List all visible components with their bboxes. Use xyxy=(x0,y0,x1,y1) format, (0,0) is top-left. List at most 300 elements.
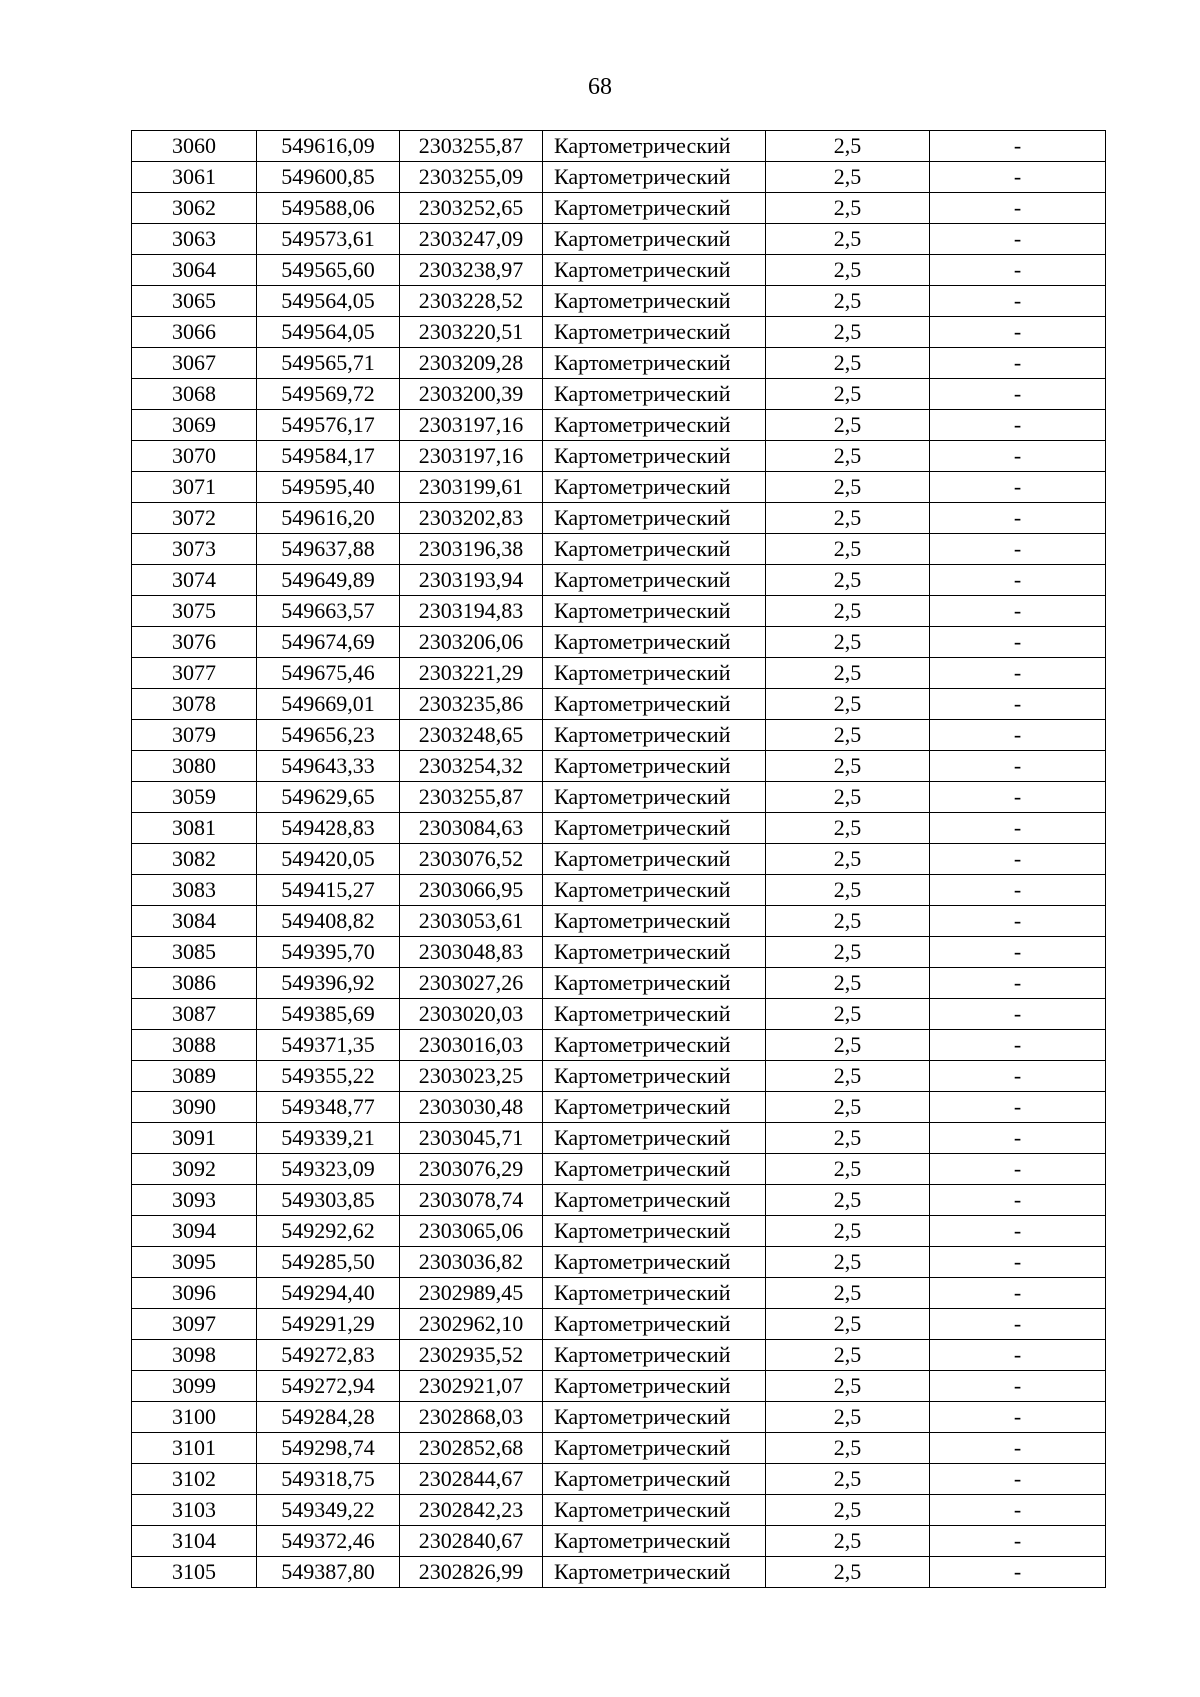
table-row xyxy=(132,1340,1106,1371)
y-coordinate-cell: 2303193,94 xyxy=(400,565,543,596)
y-coordinate-cell: 2302852,68 xyxy=(400,1433,543,1464)
note-cell: - xyxy=(930,813,1106,844)
point-number-cell: 3100 xyxy=(132,1402,257,1433)
note-cell: - xyxy=(930,193,1106,224)
method-cell: Картометрический xyxy=(543,1433,766,1464)
x-coordinate-cell: 549576,17 xyxy=(257,410,400,441)
y-coordinate-cell: 2303255,87 xyxy=(400,782,543,813)
y-coordinate-cell: 2303048,83 xyxy=(400,937,543,968)
x-coordinate-cell: 549616,09 xyxy=(257,131,400,162)
point-number-cell: 3081 xyxy=(132,813,257,844)
accuracy-cell: 2,5 xyxy=(766,1402,930,1433)
note-cell: - xyxy=(930,534,1106,565)
method-cell: Картометрический xyxy=(543,782,766,813)
table-row xyxy=(132,565,1106,596)
method-cell: Картометрический xyxy=(543,1309,766,1340)
accuracy-cell: 2,5 xyxy=(766,1433,930,1464)
table-row xyxy=(132,1557,1106,1588)
accuracy-cell: 2,5 xyxy=(766,348,930,379)
point-number-cell: 3091 xyxy=(132,1123,257,1154)
y-coordinate-cell: 2303197,16 xyxy=(400,441,543,472)
y-coordinate-cell: 2303247,09 xyxy=(400,224,543,255)
method-cell: Картометрический xyxy=(543,906,766,937)
point-number-cell: 3077 xyxy=(132,658,257,689)
point-number-cell: 3072 xyxy=(132,503,257,534)
x-coordinate-cell: 549395,70 xyxy=(257,937,400,968)
method-cell: Картометрический xyxy=(543,813,766,844)
method-cell: Картометрический xyxy=(543,193,766,224)
note-cell: - xyxy=(930,751,1106,782)
method-cell: Картометрический xyxy=(543,658,766,689)
method-cell: Картометрический xyxy=(543,1371,766,1402)
table-row xyxy=(132,224,1106,255)
method-cell: Картометрический xyxy=(543,844,766,875)
point-number-cell: 3105 xyxy=(132,1557,257,1588)
accuracy-cell: 2,5 xyxy=(766,906,930,937)
point-number-cell: 3083 xyxy=(132,875,257,906)
note-cell: - xyxy=(930,503,1106,534)
accuracy-cell: 2,5 xyxy=(766,1185,930,1216)
method-cell: Картометрический xyxy=(543,534,766,565)
table-row xyxy=(132,1123,1106,1154)
accuracy-cell: 2,5 xyxy=(766,1526,930,1557)
point-number-cell: 3088 xyxy=(132,1030,257,1061)
x-coordinate-cell: 549573,61 xyxy=(257,224,400,255)
x-coordinate-cell: 549663,57 xyxy=(257,596,400,627)
table-row xyxy=(132,1061,1106,1092)
x-coordinate-cell: 549565,71 xyxy=(257,348,400,379)
table-row xyxy=(132,875,1106,906)
method-cell: Картометрический xyxy=(543,1278,766,1309)
point-number-cell: 3076 xyxy=(132,627,257,658)
point-number-cell: 3085 xyxy=(132,937,257,968)
note-cell: - xyxy=(930,1154,1106,1185)
note-cell: - xyxy=(930,1247,1106,1278)
table-row xyxy=(132,1402,1106,1433)
accuracy-cell: 2,5 xyxy=(766,782,930,813)
point-number-cell: 3096 xyxy=(132,1278,257,1309)
table-row xyxy=(132,1371,1106,1402)
y-coordinate-cell: 2303196,38 xyxy=(400,534,543,565)
note-cell: - xyxy=(930,1216,1106,1247)
x-coordinate-cell: 549616,20 xyxy=(257,503,400,534)
y-coordinate-cell: 2303221,29 xyxy=(400,658,543,689)
y-coordinate-cell: 2303200,39 xyxy=(400,379,543,410)
accuracy-cell: 2,5 xyxy=(766,1247,930,1278)
x-coordinate-cell: 549649,89 xyxy=(257,565,400,596)
accuracy-cell: 2,5 xyxy=(766,689,930,720)
accuracy-cell: 2,5 xyxy=(766,844,930,875)
table-row xyxy=(132,968,1106,999)
y-coordinate-cell: 2303254,32 xyxy=(400,751,543,782)
y-coordinate-cell: 2302989,45 xyxy=(400,1278,543,1309)
note-cell: - xyxy=(930,224,1106,255)
y-coordinate-cell: 2303220,51 xyxy=(400,317,543,348)
table-row xyxy=(132,503,1106,534)
y-coordinate-cell: 2302840,67 xyxy=(400,1526,543,1557)
note-cell: - xyxy=(930,906,1106,937)
x-coordinate-cell: 549600,85 xyxy=(257,162,400,193)
table-row xyxy=(132,193,1106,224)
accuracy-cell: 2,5 xyxy=(766,999,930,1030)
point-number-cell: 3082 xyxy=(132,844,257,875)
accuracy-cell: 2,5 xyxy=(766,379,930,410)
note-cell: - xyxy=(930,565,1106,596)
table-row xyxy=(132,1092,1106,1123)
y-coordinate-cell: 2303027,26 xyxy=(400,968,543,999)
point-number-cell: 3101 xyxy=(132,1433,257,1464)
x-coordinate-cell: 549669,01 xyxy=(257,689,400,720)
note-cell: - xyxy=(930,937,1106,968)
note-cell: - xyxy=(930,1526,1106,1557)
x-coordinate-cell: 549339,21 xyxy=(257,1123,400,1154)
table-row xyxy=(132,1154,1106,1185)
y-coordinate-cell: 2303228,52 xyxy=(400,286,543,317)
y-coordinate-cell: 2303194,83 xyxy=(400,596,543,627)
note-cell: - xyxy=(930,472,1106,503)
x-coordinate-cell: 549285,50 xyxy=(257,1247,400,1278)
point-number-cell: 3099 xyxy=(132,1371,257,1402)
accuracy-cell: 2,5 xyxy=(766,255,930,286)
y-coordinate-cell: 2303197,16 xyxy=(400,410,543,441)
point-number-cell: 3090 xyxy=(132,1092,257,1123)
point-number-cell: 3062 xyxy=(132,193,257,224)
point-number-cell: 3080 xyxy=(132,751,257,782)
table-row xyxy=(132,782,1106,813)
note-cell: - xyxy=(930,1092,1106,1123)
point-number-cell: 3087 xyxy=(132,999,257,1030)
x-coordinate-cell: 549371,35 xyxy=(257,1030,400,1061)
accuracy-cell: 2,5 xyxy=(766,751,930,782)
method-cell: Картометрический xyxy=(543,1495,766,1526)
x-coordinate-cell: 549323,09 xyxy=(257,1154,400,1185)
method-cell: Картометрический xyxy=(543,1557,766,1588)
y-coordinate-cell: 2303252,65 xyxy=(400,193,543,224)
point-number-cell: 3102 xyxy=(132,1464,257,1495)
y-coordinate-cell: 2302842,23 xyxy=(400,1495,543,1526)
method-cell: Картометрический xyxy=(543,1402,766,1433)
accuracy-cell: 2,5 xyxy=(766,410,930,441)
table-row xyxy=(132,410,1106,441)
accuracy-cell: 2,5 xyxy=(766,1092,930,1123)
note-cell: - xyxy=(930,875,1106,906)
note-cell: - xyxy=(930,658,1106,689)
note-cell: - xyxy=(930,1185,1106,1216)
note-cell: - xyxy=(930,627,1106,658)
y-coordinate-cell: 2303078,74 xyxy=(400,1185,543,1216)
table-row xyxy=(132,1526,1106,1557)
coordinates-table-body xyxy=(132,131,1106,1588)
table-row xyxy=(132,1433,1106,1464)
accuracy-cell: 2,5 xyxy=(766,1061,930,1092)
table-row xyxy=(132,1030,1106,1061)
accuracy-cell: 2,5 xyxy=(766,1030,930,1061)
y-coordinate-cell: 2302868,03 xyxy=(400,1402,543,1433)
table-row xyxy=(132,1309,1106,1340)
accuracy-cell: 2,5 xyxy=(766,286,930,317)
x-coordinate-cell: 549595,40 xyxy=(257,472,400,503)
note-cell: - xyxy=(930,255,1106,286)
method-cell: Картометрический xyxy=(543,410,766,441)
x-coordinate-cell: 549349,22 xyxy=(257,1495,400,1526)
method-cell: Картометрический xyxy=(543,379,766,410)
table-row xyxy=(132,255,1106,286)
method-cell: Картометрический xyxy=(543,1154,766,1185)
point-number-cell: 3103 xyxy=(132,1495,257,1526)
accuracy-cell: 2,5 xyxy=(766,968,930,999)
table-row xyxy=(132,131,1106,162)
note-cell: - xyxy=(930,1278,1106,1309)
point-number-cell: 3095 xyxy=(132,1247,257,1278)
note-cell: - xyxy=(930,999,1106,1030)
note-cell: - xyxy=(930,1402,1106,1433)
y-coordinate-cell: 2302962,10 xyxy=(400,1309,543,1340)
note-cell: - xyxy=(930,1061,1106,1092)
accuracy-cell: 2,5 xyxy=(766,1495,930,1526)
method-cell: Картометрический xyxy=(543,286,766,317)
y-coordinate-cell: 2303036,82 xyxy=(400,1247,543,1278)
table-row xyxy=(132,937,1106,968)
x-coordinate-cell: 549564,05 xyxy=(257,286,400,317)
accuracy-cell: 2,5 xyxy=(766,193,930,224)
point-number-cell: 3066 xyxy=(132,317,257,348)
y-coordinate-cell: 2303066,95 xyxy=(400,875,543,906)
x-coordinate-cell: 549674,69 xyxy=(257,627,400,658)
y-coordinate-cell: 2303076,29 xyxy=(400,1154,543,1185)
accuracy-cell: 2,5 xyxy=(766,1123,930,1154)
x-coordinate-cell: 549272,94 xyxy=(257,1371,400,1402)
note-cell: - xyxy=(930,844,1106,875)
method-cell: Картометрический xyxy=(543,1464,766,1495)
note-cell: - xyxy=(930,1495,1106,1526)
point-number-cell: 3079 xyxy=(132,720,257,751)
method-cell: Картометрический xyxy=(543,1247,766,1278)
x-coordinate-cell: 549372,46 xyxy=(257,1526,400,1557)
x-coordinate-cell: 549272,83 xyxy=(257,1340,400,1371)
method-cell: Картометрический xyxy=(543,317,766,348)
page-number: 68 xyxy=(588,74,612,100)
note-cell: - xyxy=(930,1371,1106,1402)
note-cell: - xyxy=(930,1340,1106,1371)
y-coordinate-cell: 2303053,61 xyxy=(400,906,543,937)
table-row xyxy=(132,813,1106,844)
method-cell: Картометрический xyxy=(543,999,766,1030)
x-coordinate-cell: 549415,27 xyxy=(257,875,400,906)
table-row xyxy=(132,286,1106,317)
x-coordinate-cell: 549291,29 xyxy=(257,1309,400,1340)
y-coordinate-cell: 2303030,48 xyxy=(400,1092,543,1123)
table-row xyxy=(132,472,1106,503)
method-cell: Картометрический xyxy=(543,1123,766,1154)
method-cell: Картометрический xyxy=(543,224,766,255)
x-coordinate-cell: 549584,17 xyxy=(257,441,400,472)
table-row xyxy=(132,534,1106,565)
table-row xyxy=(132,596,1106,627)
x-coordinate-cell: 549420,05 xyxy=(257,844,400,875)
point-number-cell: 3063 xyxy=(132,224,257,255)
point-number-cell: 3075 xyxy=(132,596,257,627)
accuracy-cell: 2,5 xyxy=(766,937,930,968)
note-cell: - xyxy=(930,968,1106,999)
method-cell: Картометрический xyxy=(543,348,766,379)
note-cell: - xyxy=(930,596,1106,627)
x-coordinate-cell: 549294,40 xyxy=(257,1278,400,1309)
method-cell: Картометрический xyxy=(543,1526,766,1557)
x-coordinate-cell: 549284,28 xyxy=(257,1402,400,1433)
coordinates-table xyxy=(131,130,1106,1588)
y-coordinate-cell: 2303023,25 xyxy=(400,1061,543,1092)
accuracy-cell: 2,5 xyxy=(766,596,930,627)
point-number-cell: 3068 xyxy=(132,379,257,410)
point-number-cell: 3059 xyxy=(132,782,257,813)
y-coordinate-cell: 2303206,06 xyxy=(400,627,543,658)
accuracy-cell: 2,5 xyxy=(766,1154,930,1185)
method-cell: Картометрический xyxy=(543,968,766,999)
accuracy-cell: 2,5 xyxy=(766,534,930,565)
point-number-cell: 3069 xyxy=(132,410,257,441)
table-row xyxy=(132,317,1106,348)
point-number-cell: 3097 xyxy=(132,1309,257,1340)
y-coordinate-cell: 2303020,03 xyxy=(400,999,543,1030)
method-cell: Картометрический xyxy=(543,720,766,751)
accuracy-cell: 2,5 xyxy=(766,317,930,348)
method-cell: Картометрический xyxy=(543,937,766,968)
table-row xyxy=(132,844,1106,875)
point-number-cell: 3067 xyxy=(132,348,257,379)
accuracy-cell: 2,5 xyxy=(766,472,930,503)
table-row xyxy=(132,999,1106,1030)
x-coordinate-cell: 549569,72 xyxy=(257,379,400,410)
point-number-cell: 3060 xyxy=(132,131,257,162)
method-cell: Картометрический xyxy=(543,1092,766,1123)
table-row xyxy=(132,379,1106,410)
note-cell: - xyxy=(930,1309,1106,1340)
point-number-cell: 3092 xyxy=(132,1154,257,1185)
y-coordinate-cell: 2303202,83 xyxy=(400,503,543,534)
x-coordinate-cell: 549303,85 xyxy=(257,1185,400,1216)
note-cell: - xyxy=(930,689,1106,720)
note-cell: - xyxy=(930,720,1106,751)
accuracy-cell: 2,5 xyxy=(766,224,930,255)
x-coordinate-cell: 549318,75 xyxy=(257,1464,400,1495)
method-cell: Картометрический xyxy=(543,565,766,596)
y-coordinate-cell: 2302935,52 xyxy=(400,1340,543,1371)
point-number-cell: 3070 xyxy=(132,441,257,472)
point-number-cell: 3078 xyxy=(132,689,257,720)
note-cell: - xyxy=(930,131,1106,162)
x-coordinate-cell: 549588,06 xyxy=(257,193,400,224)
accuracy-cell: 2,5 xyxy=(766,565,930,596)
x-coordinate-cell: 549643,33 xyxy=(257,751,400,782)
note-cell: - xyxy=(930,782,1106,813)
x-coordinate-cell: 549348,77 xyxy=(257,1092,400,1123)
accuracy-cell: 2,5 xyxy=(766,1278,930,1309)
y-coordinate-cell: 2303209,28 xyxy=(400,348,543,379)
point-number-cell: 3084 xyxy=(132,906,257,937)
note-cell: - xyxy=(930,1557,1106,1588)
x-coordinate-cell: 549292,62 xyxy=(257,1216,400,1247)
method-cell: Картометрический xyxy=(543,875,766,906)
table-row xyxy=(132,751,1106,782)
x-coordinate-cell: 549396,92 xyxy=(257,968,400,999)
accuracy-cell: 2,5 xyxy=(766,627,930,658)
x-coordinate-cell: 549387,80 xyxy=(257,1557,400,1588)
y-coordinate-cell: 2302921,07 xyxy=(400,1371,543,1402)
accuracy-cell: 2,5 xyxy=(766,162,930,193)
method-cell: Картометрический xyxy=(543,689,766,720)
method-cell: Картометрический xyxy=(543,627,766,658)
y-coordinate-cell: 2302844,67 xyxy=(400,1464,543,1495)
x-coordinate-cell: 549428,83 xyxy=(257,813,400,844)
table-row xyxy=(132,906,1106,937)
table-row xyxy=(132,348,1106,379)
y-coordinate-cell: 2303084,63 xyxy=(400,813,543,844)
x-coordinate-cell: 549629,65 xyxy=(257,782,400,813)
note-cell: - xyxy=(930,1464,1106,1495)
y-coordinate-cell: 2303238,97 xyxy=(400,255,543,286)
y-coordinate-cell: 2302826,99 xyxy=(400,1557,543,1588)
y-coordinate-cell: 2303076,52 xyxy=(400,844,543,875)
note-cell: - xyxy=(930,162,1106,193)
x-coordinate-cell: 549565,60 xyxy=(257,255,400,286)
method-cell: Картометрический xyxy=(543,441,766,472)
method-cell: Картометрический xyxy=(543,131,766,162)
x-coordinate-cell: 549637,88 xyxy=(257,534,400,565)
method-cell: Картометрический xyxy=(543,503,766,534)
accuracy-cell: 2,5 xyxy=(766,131,930,162)
y-coordinate-cell: 2303235,86 xyxy=(400,689,543,720)
table-row xyxy=(132,658,1106,689)
accuracy-cell: 2,5 xyxy=(766,720,930,751)
accuracy-cell: 2,5 xyxy=(766,503,930,534)
table-row xyxy=(132,162,1106,193)
note-cell: - xyxy=(930,441,1106,472)
point-number-cell: 3065 xyxy=(132,286,257,317)
point-number-cell: 3086 xyxy=(132,968,257,999)
x-coordinate-cell: 549656,23 xyxy=(257,720,400,751)
method-cell: Картометрический xyxy=(543,1216,766,1247)
note-cell: - xyxy=(930,1123,1106,1154)
method-cell: Картометрический xyxy=(543,1185,766,1216)
method-cell: Картометрический xyxy=(543,596,766,627)
point-number-cell: 3104 xyxy=(132,1526,257,1557)
point-number-cell: 3064 xyxy=(132,255,257,286)
method-cell: Картометрический xyxy=(543,1030,766,1061)
x-coordinate-cell: 549408,82 xyxy=(257,906,400,937)
note-cell: - xyxy=(930,348,1106,379)
point-number-cell: 3061 xyxy=(132,162,257,193)
point-number-cell: 3089 xyxy=(132,1061,257,1092)
accuracy-cell: 2,5 xyxy=(766,658,930,689)
table-row xyxy=(132,1278,1106,1309)
method-cell: Картометрический xyxy=(543,162,766,193)
method-cell: Картометрический xyxy=(543,751,766,782)
y-coordinate-cell: 2303255,09 xyxy=(400,162,543,193)
table-row xyxy=(132,1247,1106,1278)
table-row xyxy=(132,1464,1106,1495)
x-coordinate-cell: 549564,05 xyxy=(257,317,400,348)
accuracy-cell: 2,5 xyxy=(766,1216,930,1247)
table-row xyxy=(132,1216,1106,1247)
method-cell: Картометрический xyxy=(543,1061,766,1092)
accuracy-cell: 2,5 xyxy=(766,1309,930,1340)
x-coordinate-cell: 549355,22 xyxy=(257,1061,400,1092)
table-row xyxy=(132,720,1106,751)
y-coordinate-cell: 2303255,87 xyxy=(400,131,543,162)
table-row xyxy=(132,689,1106,720)
note-cell: - xyxy=(930,410,1106,441)
method-cell: Картометрический xyxy=(543,1340,766,1371)
